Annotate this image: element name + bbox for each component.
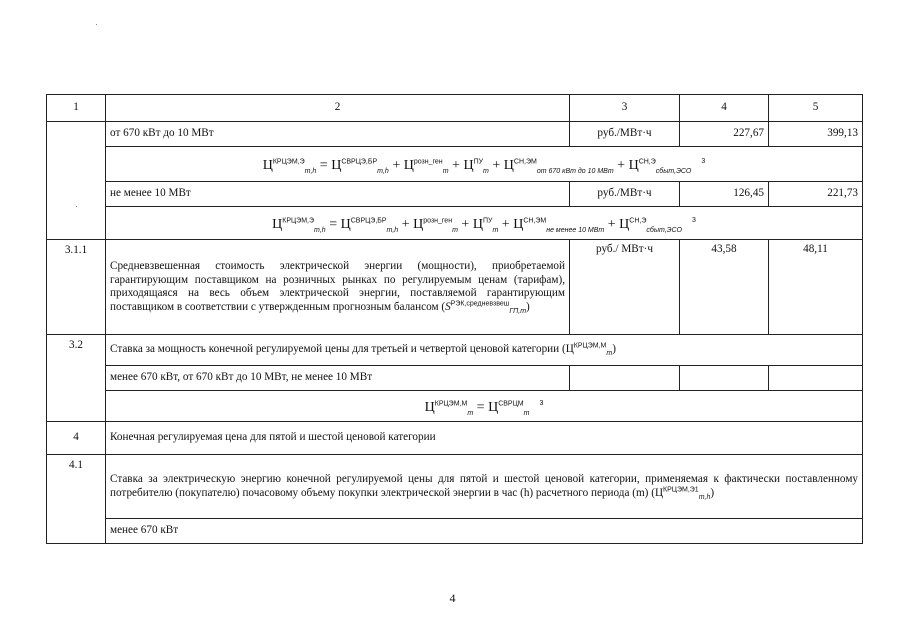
- col-header-3: 3: [570, 95, 680, 122]
- table-row: [47, 455, 863, 519]
- row-description: Ставка за мощность конечной регулируемой цены для третьей и четвертой ценовой категории $(Ц^{КРЦЭМ,М}_m)$: [106, 335, 863, 366]
- formula: $Ц^{КРЦЭМ,Э}_{m,h} = Ц^{СВРЦЭ,БР}_{m,h} + Ц^{розн\_ген}_m + Ц^{ПУ}_m + Ц^{СН,ЭМ}_{от 670 кВт до 10 МВт} + Ц^{СН,Э}_{сбыт,ЭСО}^3$: [106, 147, 863, 182]
- formula-row: [47, 391, 863, 422]
- empty-cell: [769, 366, 863, 391]
- row-description: от 670 кВт до 10 МВт: [106, 122, 570, 147]
- empty-cell: [680, 366, 769, 391]
- value-cell: 48,11: [769, 240, 863, 335]
- value-cell: 399,13: [769, 122, 863, 147]
- row-description: менее 670 кВт, от 670 кВт до 10 МВт, не менее 10 МВт: [106, 366, 570, 391]
- unit-cell: руб./МВт·ч: [570, 122, 680, 147]
- col-header-4: 4: [680, 95, 769, 122]
- footnote-marker: 3: [701, 158, 706, 166]
- row-number: 4.1: [47, 455, 106, 544]
- col-header-1: 1: [47, 95, 106, 122]
- row-number: 3.2: [47, 335, 106, 422]
- value-cell: 227,67: [680, 122, 769, 147]
- table-row: [47, 182, 863, 207]
- row-number: 3.1.1: [47, 240, 106, 335]
- tariff-table: [46, 94, 863, 544]
- header-row: [47, 95, 863, 122]
- footnote-marker: 3: [539, 400, 544, 408]
- row-description: менее 670 кВт: [106, 519, 863, 544]
- formula-row: [47, 147, 863, 182]
- row-number: 4: [47, 422, 106, 455]
- formula-row: [47, 207, 863, 240]
- table-row: [47, 366, 863, 391]
- table-row: [47, 519, 863, 544]
- value-cell: 43,58: [680, 240, 769, 335]
- table-row: [47, 122, 863, 147]
- row-description: Ставка за электрическую энергию конечной регулируемой цены для пятой и шестой ценовой категории, применяемая к фактически поставленному потребителю (покупателю) почасовому объему покупки электрической энергии в час (h) расчетного периода (m) $(Ц^{КРЦЭМ,Э1}_{m,h})$: [106, 455, 863, 519]
- footnote-marker: 3: [691, 217, 696, 225]
- table-row: [47, 422, 863, 455]
- scan-speck: [96, 24, 97, 25]
- value-cell: 221,73: [769, 182, 863, 207]
- unit-cell: руб./МВт·ч: [570, 182, 680, 207]
- col-header-5: 5: [769, 95, 863, 122]
- empty-cell: [570, 366, 680, 391]
- empty-number-cell: [47, 122, 106, 240]
- table-row: [47, 335, 863, 366]
- col-header-2: 2: [106, 95, 570, 122]
- table-row: [47, 240, 863, 335]
- page-number: 4: [449, 591, 456, 605]
- unit-cell: руб./ МВт·ч: [570, 240, 680, 335]
- formula: $Ц^{КРЦЭМ,Э}_{m,h} = Ц^{СВРЦЭ,БР}_{m,h} + Ц^{розн\_ген}_m + Ц^{ПУ}_m + Ц^{СН,ЭМ}_{не менее 10 МВт} + Ц^{СН,Э}_{сбыт,ЭСО}^3$: [106, 207, 863, 240]
- row-description: Средневзвешенная стоимость электрической энергии (мощности), приобретаемой гарантирующим поставщиком на розничных рынках по регулируемым ценам (тарифам), приходящаяся на весь объем электрической энергии, поставляемой гарантирующим поставщиком в соответствии с утвержденным прогнозным балансом $(S^{РЭК,средневзвеш}_{ГП,m})$: [106, 240, 570, 335]
- row-description: Конечная регулируемая цена для пятой и шестой ценовой категории: [106, 422, 863, 455]
- value-cell: 126,45: [680, 182, 769, 207]
- row-description: не менее 10 МВт: [106, 182, 570, 207]
- formula: $Ц^{КРЦЭМ,М}_m = Ц^{СВРЦМ}_m^3$: [106, 391, 863, 422]
